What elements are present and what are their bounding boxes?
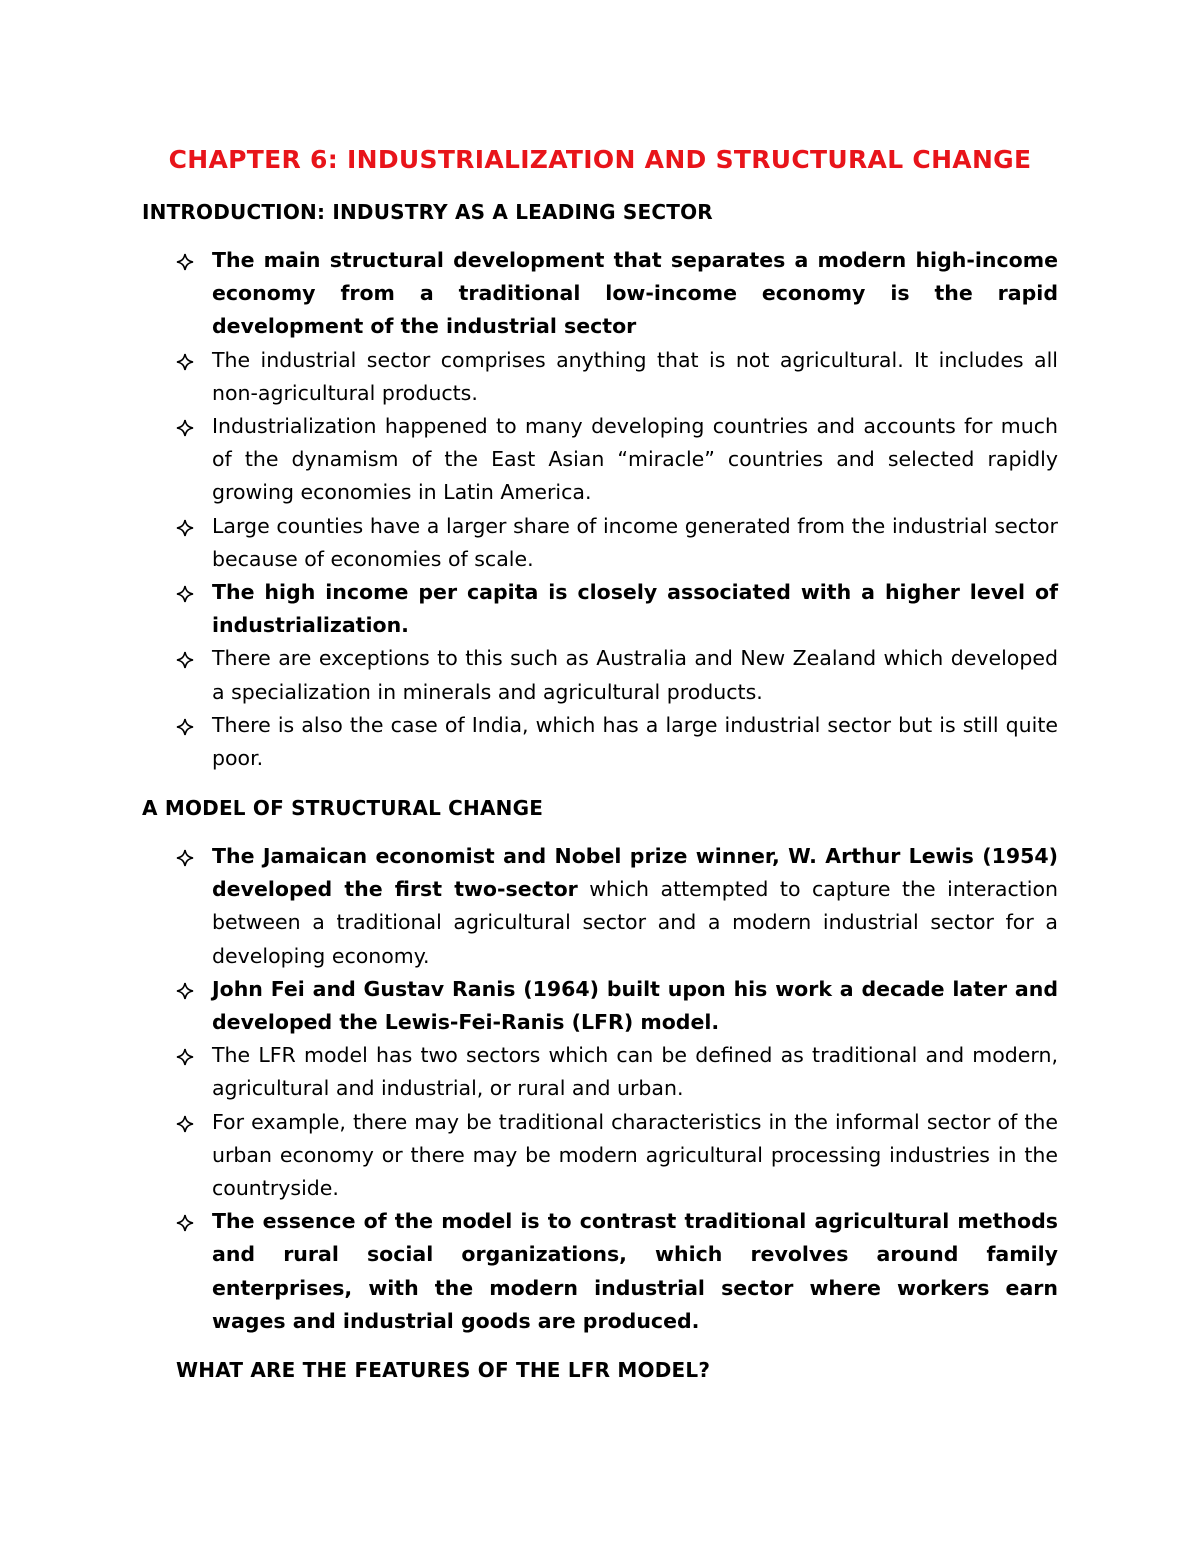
list-item-text: [212, 348, 1058, 405]
diamond-bullet-icon: [176, 410, 200, 437]
list-item-text: [212, 1209, 1058, 1333]
diamond-bullet-icon: [176, 344, 200, 371]
list-item-text: [212, 1043, 1058, 1100]
diamond-bullet-icon: [176, 1106, 200, 1133]
list-item: [176, 973, 1058, 1039]
list-item: [176, 244, 1058, 344]
diamond-bullet-icon: [176, 244, 200, 271]
text-segment: There are exceptions to this such as Australia and New Zealand which developed a specialization in minerals and agricultural products.: [212, 646, 1058, 704]
list-item-text: [212, 580, 1058, 637]
text-segment: The Jamaican economist and Nobel prize winner, W. Arthur Lewis (1954) developed the first two-sector: [212, 844, 1058, 902]
diamond-bullet-icon: [176, 576, 200, 603]
text-segment: Large counties have a larger share of income generated from the industrial sector because of economies of scale.: [212, 513, 1058, 571]
list-item-text: [212, 248, 1058, 338]
diamond-bullet-icon: [176, 840, 200, 867]
list-item-text: [212, 1110, 1058, 1200]
text-segment: The high income per capita is closely associated with a higher level of industrialization.: [212, 580, 1058, 638]
list-item: [176, 840, 1058, 973]
text-segment: John Fei and Gustav Ranis (1964) built upon his work a decade later and developed the Lewis-Fei-Ranis (LFR) model.: [212, 976, 1058, 1035]
chapter-title: CHAPTER 6: INDUSTRIALIZATION AND STRUCTURAL CHANGE: [168, 145, 1032, 174]
list-item: [176, 1106, 1058, 1206]
list-item: [176, 576, 1058, 642]
section-heading-features: WHAT ARE THE FEATURES OF THE LFR MODEL?: [176, 1358, 711, 1382]
text-segment: The main structural development that separates a modern high-income economy from a traditional low-income economy is the rapid development of the industrial sector: [212, 248, 1058, 339]
introduction-bullet-list: [176, 244, 1058, 775]
text-segment: There is also the case of India, which has a large industrial sector but is still quite poor.: [212, 712, 1058, 771]
list-item: [176, 510, 1058, 576]
list-item-text: [212, 514, 1058, 571]
text-segment: The industrial sector comprises anything that is not agricultural. It includes all non-agricultural products.: [212, 347, 1058, 405]
diamond-bullet-icon: [176, 642, 200, 669]
list-item: [176, 410, 1058, 510]
section-heading-introduction: INTRODUCTION: INDUSTRY AS A LEADING SECTOR: [142, 200, 713, 224]
list-item-text: [212, 844, 1058, 968]
list-item-text: [212, 414, 1058, 504]
list-item: [176, 344, 1058, 410]
list-item: [176, 1205, 1058, 1338]
list-item-text: [212, 646, 1058, 703]
text-segment: The LFR model has two sectors which can be defined as traditional and modern, agricultural and industrial, or rural and urban.: [212, 1043, 1058, 1101]
list-item: [176, 1039, 1058, 1105]
model-bullet-list: [176, 840, 1058, 1338]
diamond-bullet-icon: [176, 1039, 200, 1066]
diamond-bullet-icon: [176, 709, 200, 736]
list-item-text: [212, 713, 1058, 770]
diamond-bullet-icon: [176, 1205, 200, 1232]
diamond-bullet-icon: [176, 973, 200, 1000]
text-segment: Industrialization happened to many developing countries and accounts for much of the dynamism of the East Asian “miracle” countries and selected rapidly growing economies in Latin America.: [212, 414, 1058, 505]
text-segment: The essence of the model is to contrast traditional agricultural methods and rural social organizations, which revolves around family enterprises, with the modern industrial sector where workers earn wages and industrial goods are produced.: [212, 1209, 1058, 1333]
text-segment: For example, there may be traditional characteristics in the informal sector of the urban economy or there may be modern agricultural processing industries in the countryside.: [212, 1109, 1058, 1201]
text-segment: which attempted to capture the interaction between a traditional agricultural sector and a modern industrial sector for a developing economy.: [212, 877, 1058, 968]
list-item-text: [212, 977, 1058, 1034]
diamond-bullet-icon: [176, 510, 200, 537]
list-item: [176, 709, 1058, 775]
section-heading-model: A MODEL OF STRUCTURAL CHANGE: [142, 796, 544, 820]
list-item: [176, 642, 1058, 708]
